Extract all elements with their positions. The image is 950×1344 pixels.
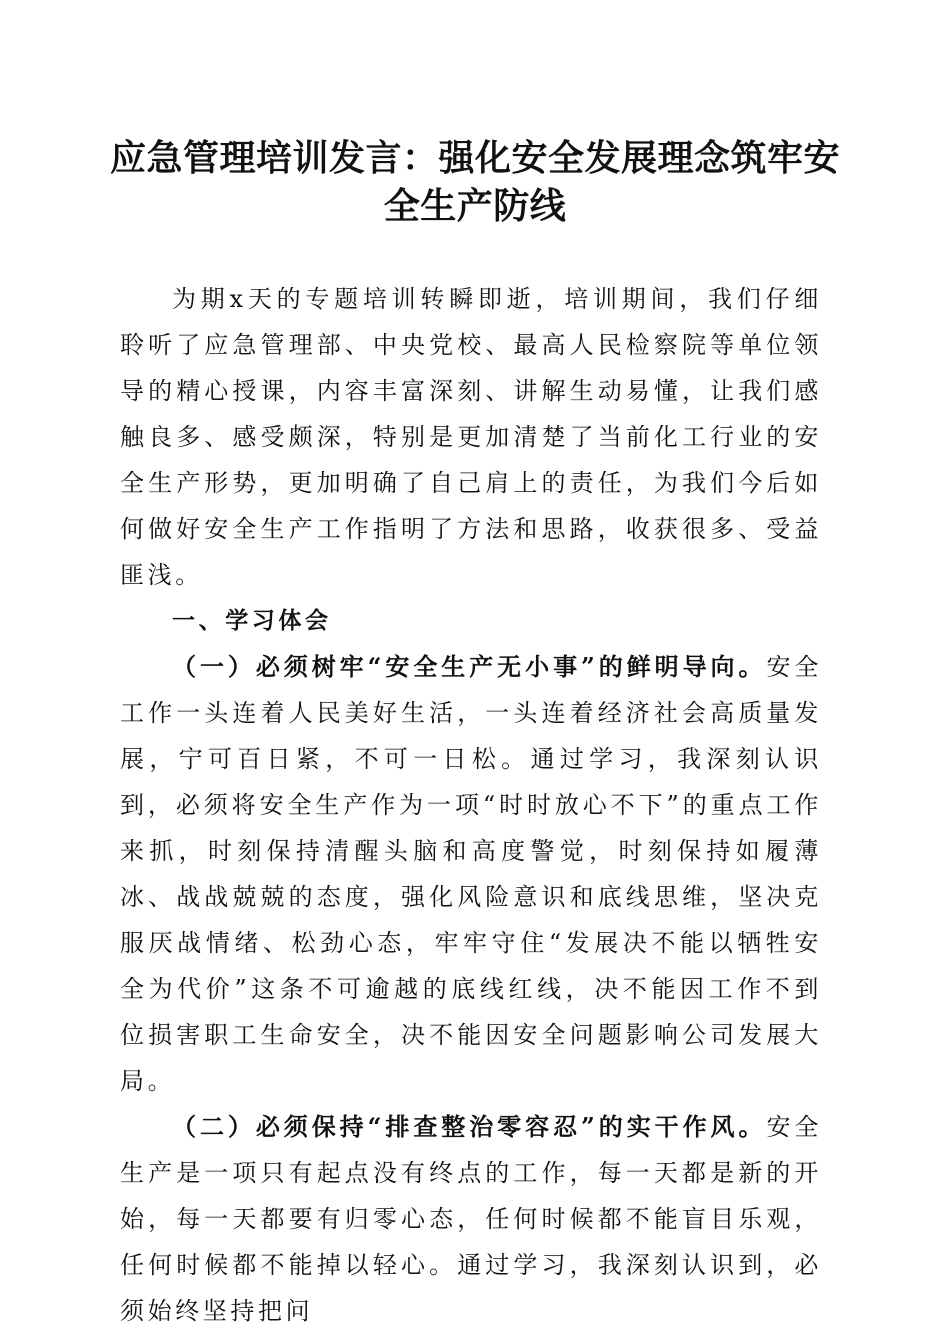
- point-1-paragraph: [120, 644, 822, 1104]
- point-2-body: 安全生产是一项只有起点没有终点的工作，每一天都是新的开始，每一天都要有归零心态，任何时候都不能盲目乐观，任何时候都不能掉以轻心。通过学习，我深刻认识到，必须始终坚持把问: [120, 1113, 823, 1325]
- section-heading: 一、学习体会: [172, 608, 332, 634]
- intro-paragraph: 为期x天的专题培训转瞬即逝，培训期间，我们仔细聆听了应急管理部、中央党校、最高人民检察院等单位领导的精心授课，内容丰富深刻、讲解生动易懂，让我们感触良多、感受颇深，特别是更加清楚了当前化工行业的安全生产形势，更加明确了自己肩上的责任，为我们今后如何做好安全生产工作指明了方法和思路，收获很多、受益匪浅。: [120, 285, 822, 589]
- point-2-paragraph: [120, 1104, 822, 1334]
- point-1-body: 安全工作一头连着人民美好生活，一头连着经济社会高质量发展，宁可百日紧，不可一日松。通过学习，我深刻认识到，必须将安全生产作为一项“时时放心不下”的重点工作来抓，时刻保持清醒头脑和高度警觉，时刻保持如履薄冰、战战兢兢的态度，强化风险意识和底线思维，坚决克服厌战情绪、松劲心态，牢牢守住“发展决不能以牺牲安全为代价”这条不可逾越的底线红线，决不能因工作不到位损害职工生命安全，决不能因安全问题影响公司发展大局。: [120, 653, 823, 1095]
- document-body: [120, 276, 822, 1334]
- point-2-lead: （二）必须保持“排查整治零容忍”的实干作风。: [172, 1112, 767, 1141]
- point-1-lead: （一）必须树牢“安全生产无小事”的鲜明导向。: [172, 652, 767, 681]
- document-title: 应急管理培训发言：强化安全发展理念筑牢安全生产防线: [109, 137, 840, 227]
